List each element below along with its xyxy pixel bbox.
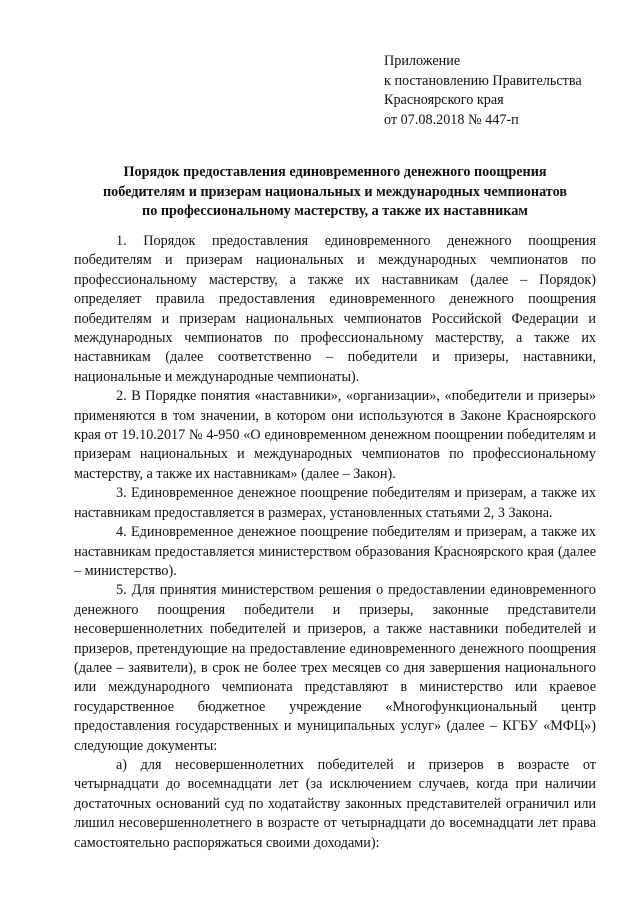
appendix-block [384,52,624,130]
appendix-line: Красноярского края [384,92,504,108]
document-title [74,163,596,222]
paragraph-5: 5. Для принятия министерством решения о предоставлении единовременного денежного поощрения победители и призеры, законные представители несовершеннолетних победителей и призеров, а также наставники победителей и призеров, претендующие на предоставление единовременного денежного поощрения (далее – заявители), в срок не более трех месяцев со дня завершения национального или международного чемпионата представляют в министерство или краевое государственное бюджетное учреждение «Многофункциональный центр предоставления государственных и муниципальных услуг» (далее – КГБУ «МФЦ») следующие документы: [74,582,596,754]
appendix-line: к постановлению Правительства [384,72,582,89]
title-line: по профессиональному мастерству, а также их наставникам [142,203,528,219]
document-body [74,232,596,853]
paragraph-3: 3. Единовременное денежное поощрение победителям и призерам, а также их наставникам предоставляется в размерах, установленных статьями 2, 3 Закона. [74,485,596,521]
appendix-line: от 07.08.2018 № 447-п [384,111,519,128]
paragraph-4: 4. Единовременное денежное поощрение победителям и призерам, а также их наставникам предоставляется министерством образования Красноярского края (далее – министерство). [74,524,596,579]
title-line: победителям и призерам национальных и международных чемпионатов [102,183,567,200]
paragraph-2: 2. В Порядке понятия «наставники», «организации», «победители и призеры» применяются в том значении, в котором они используются в Законе Красноярского края от 19.10.2017 № 4-950 «О единовременном денежном поощрении победителям и призерам национальных и международных чемпионатов по профессиональному мастерству, а также их наставникам» (далее – Закон). [74,388,596,482]
paragraph-1: 1. Порядок предоставления единовременного денежного поощрения победителям и призерам национальных и международных чемпионатов по профессиональному мастерству, а также их наставникам (далее – Порядок) определяет правила предоставления единовременного денежного поощрения победителям и призерам национальных чемпионатов Российской Федерации и международных чемпионатов по профессиональному мастерству, а также их наставникам (далее соответственно – победители и призеры, наставники, национальные и международные чемпионаты). [74,233,596,385]
title-line: Порядок предоставления единовременного денежного поощрения [123,164,547,180]
appendix-line: Приложение [384,53,461,69]
paragraph-5a: а) для несовершеннолетних победителей и призеров в возрасте от четырнадцати до восемнадцати лет (за исключением случаев, когда при наличии достаточных оснований суд по ходатайству законных представителей ограничил или лишил несовершеннолетнего в возрасте от четырнадцати до восемнадцати лет права самостоятельно распоряжаться своими доходами): [74,756,596,851]
